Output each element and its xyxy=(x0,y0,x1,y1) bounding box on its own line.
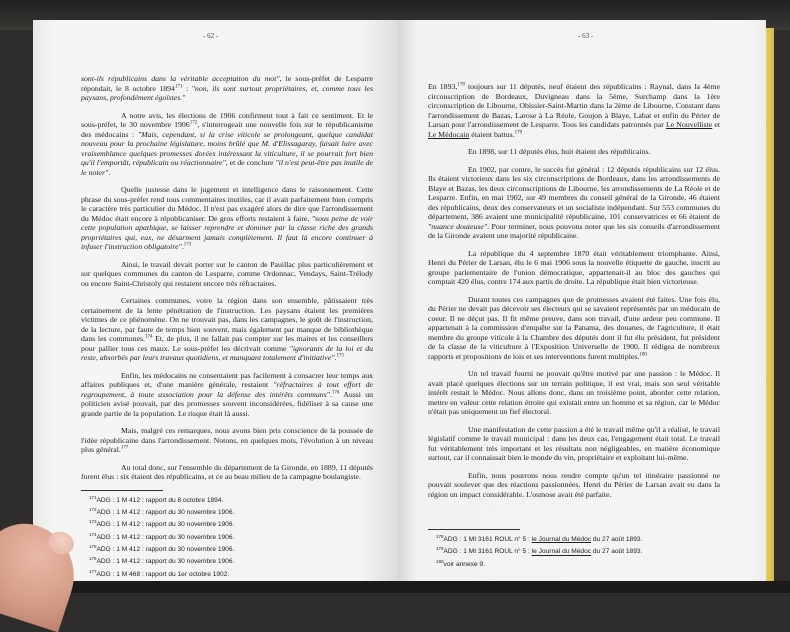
paragraph xyxy=(81,260,373,289)
footnote xyxy=(81,554,373,566)
footnote xyxy=(81,530,373,542)
text-segment: Au total donc, sur l'ensemble du département de la Gironde, en 1889, 11 députés furent élus : six étaient des républicains, et ce au beau milieu de la campagne boulangiste. xyxy=(81,462,373,481)
footnote-text: du 27 août 1893. xyxy=(591,536,643,544)
text-segment: . xyxy=(329,389,332,399)
text-segment: "il n'est peut-être pas inutile de le noter" xyxy=(81,158,374,177)
footnote-ref: 178 xyxy=(457,82,465,88)
footnote xyxy=(81,542,373,554)
text-segment: étaient battus. xyxy=(469,129,515,139)
text-segment: sont-ils républicains dans la véritable acceptation du mot" xyxy=(81,74,280,83)
text-segment: et xyxy=(712,120,721,129)
text-segment: . xyxy=(108,167,111,177)
paragraph xyxy=(81,111,373,178)
footnote-number: 173 xyxy=(89,519,97,525)
text-segment: La république du 4 septembre 1870 était véritablement triomphante. Ainsi, Henri du Périer de Larsan, élu le 6 mai 1906 sous la nouvelle étiquette de gauche, inscrit au groupe parlementaire de l'union démocratique, appartenait-il au bloc des gauches qui comptait 420 élus, contre 174 aux partis de droite. La république était bien victorieuse. xyxy=(428,248,720,286)
footnote-number: 179 xyxy=(436,546,444,552)
paragraph xyxy=(81,426,373,455)
footnote-text: ADG : 1 MI 3161 ROUL n° 5 : xyxy=(443,548,532,556)
text-segment: "sous peine de voir cette population apathique, se laisser reprendre et dominer par la classe riche des grands propriétaires qui, eux, ne désarment jamais complètement. Il faut là encore continuer à infuser l'instruction obligatoire" xyxy=(81,213,373,251)
text-segment: Certaines communes, voire la région dans son ensemble, pâtissaient très certainement de la lente pénétration de l'instruction. Les paysans étaient les premières victimes de ce phénomène. On ne trouvait pas, dans les campagnes, le goût de l'instruction, de la lecture, par faute de temps bien souvent, mais également par manque de bibliothèque dans les communes. xyxy=(81,296,373,343)
text-segment: . xyxy=(181,242,184,251)
background-bottom xyxy=(0,581,790,593)
left-page xyxy=(33,20,398,590)
footnote-ref: 175 xyxy=(336,353,344,359)
footnote-ref: 177 xyxy=(120,445,129,451)
text-segment: "non, ils sont surtout propriétaires, et, comme tous les paysans, profondément égoïstes." xyxy=(81,83,373,102)
paragraph xyxy=(428,147,720,157)
text-segment: En 1902, par contre, le succès fut général : 12 députés républicains sur 12 élus. Ils étaient victorieux dans les six circonscriptions de Bordeaux, dans les arrondissements de Blaye et Bazas, les deux circonscriptions de Libourne, les arrondissements de La Réole et de Lesparre. Enfin, en mai 1902, sur 49 membres du conseil général de la Gironde, 46 étaient des républicains, deux des conservateurs et un socialiste indépendant. Sur 553 communes du département, 386 avaient une municipalité républicaine, 101 conservatrices et 66 étaient de xyxy=(428,164,720,221)
footnote xyxy=(81,567,373,579)
footnote-text: du 27 août 1893. xyxy=(591,548,643,556)
footnote-source: le Journal du Médoc xyxy=(531,536,592,544)
footnote-number: 176 xyxy=(89,556,97,562)
footnote-text: voir annexe 9. xyxy=(443,560,485,568)
right-page xyxy=(398,20,766,590)
footnote-ref: 173 xyxy=(183,242,192,248)
footnote-ref: 180 xyxy=(639,351,647,357)
paragraph xyxy=(428,165,720,241)
text-segment: Mais, malgré ces remarques, nous avons bien pris conscience de la poussée de l'idée républicaine dans l'arrondissement. Notons, en quelques mots, l'évolution à un niveau plus général. xyxy=(81,426,373,454)
paragraph xyxy=(81,463,373,482)
footnote xyxy=(81,493,373,505)
page-number: - 62 - xyxy=(203,32,219,40)
footnote-text: ADG : 1 M 412 : rapport du 30 novembre 1906. xyxy=(96,533,235,541)
footnote-text: ADG : 1 M 412 : rapport du 30 novembre 1906. xyxy=(96,546,235,554)
footnote xyxy=(81,517,373,529)
text-segment: Enfin, les médocains ne consentaient pas facilement à consacrer leur temps aux affaires publiques et, d'une manière générale, restaient xyxy=(81,370,373,389)
paragraph xyxy=(428,82,720,139)
text-segment: Aussi un politicien avisé pouvait, par des promesses souvent inconsidérées, fidéliser à sa cause une grande partie de la population. Le risque était là aussi. xyxy=(81,389,373,418)
text-segment: Quelle justesse dans le jugement et intelligence dans le raisonnement. Cette phrase du sous-préfet rend tous commentaires inutiles, car il avait parfaitement bien compris le caractère très particulier du Médoc. Il n'est pas exagéré alors de dire que l'arrondissement du Médoc était encore à républicaniser. De gros efforts restaient à faire, xyxy=(81,185,373,223)
footnote xyxy=(428,557,720,569)
text-segment: , le sous-préfet de Lesparre répondait, le 8 octobre 1894 xyxy=(81,74,373,93)
newspaper-title: Le Nouvelliste xyxy=(665,120,713,129)
footnote-rule xyxy=(81,490,163,491)
footnote xyxy=(428,544,720,556)
text-segment: Ainsi, le travail devait porter sur le canton de Pauillac plus particulièrement et sur quelques communes du canton de Lesparre, comme Ordonnac, Vendays, Saint-Trélody ou encore Saint-Christoly qui restaient encore très réfractaires. xyxy=(81,259,373,288)
text-column xyxy=(428,82,720,569)
paragraph xyxy=(81,185,373,252)
text-segment: "réfractaires à tout effort de regroupement, à toute association pour la défense des intérêts communs" xyxy=(81,380,374,399)
text-segment: , s'interrogeait une nouvelle fois sur le républicanisme des médocains : xyxy=(81,120,373,139)
footnote-number: 174 xyxy=(89,531,97,537)
footnote-number: 178 xyxy=(436,534,444,539)
footnote-number: 180 xyxy=(436,558,444,564)
footnote-text: ADG : 1 MI 3161 ROUL n° 5 : xyxy=(443,536,532,544)
paragraph xyxy=(428,471,720,500)
text-segment: En 1898, sur 11 députés élus, huit étaient des républicains. xyxy=(468,147,651,156)
footnote-number: 172 xyxy=(89,506,97,512)
footnote-text: ADG : 1 M 412 : rapport du 8 octobre 1894. xyxy=(96,496,224,504)
footnote-ref: 179 xyxy=(514,129,523,135)
paragraph xyxy=(428,295,720,362)
text-segment: A notre avis, les élections de 1906 confirment tout à fait ce sentiment. Et le sous-préfet, le 30 novembre 1906 xyxy=(81,110,373,129)
text-segment: Une manifestation de cette passion a été le travail même qu'il a réalisé, le travail législatif comme le travail municipal : dans les deux cas, l'engagement était total. Le travail fut véritablement très important et les résultats non négligeables, en matière économique surtout, car il connaissait bien le monde du vin, propriétaire et exploitant lui-même. xyxy=(428,424,720,462)
footnote-ref: 176 xyxy=(331,389,340,395)
text-segment: , et de conclure xyxy=(225,158,276,167)
footnote-text: ADG : 1 M 468 : rapport du 1er octobre 1902. xyxy=(96,571,230,579)
text-segment: Durant toutes ces campagnes que de promesses avaient été faites. Une fois élu, du Périer ne devait pas décevoir ses électeurs qui se savaient représentés par un médocain de coeur. Il ne déçut pas. Il fit même preuve, dans son travail, d'une ardeur peu commune. Il appartenait à la commission d'enquête sur la Panama, des douanes, de l'agriculture, il était membre du groupe viticole à la Chambre des députés dont il fut élu président, fut président de la classe de la viticulture à l'Exposition Universelle de 1900. Il rédigea de nombreux rapports et propositions de lois et ses interventions furent multiples. xyxy=(428,294,720,361)
footnote-number: 177 xyxy=(89,568,97,574)
text-segment: "ignorants de la loi et du reste, absorbés par leurs travaux quotidiens, et manquant totalement d'initiative" xyxy=(81,343,373,362)
text-column xyxy=(81,74,373,579)
text-segment: Un tel travail fourni ne pouvait qu'être motivé par une passion : le Médoc. Il avait placé quelques élections sur un terrain politique, il est vrai, mais son seul véritable intérêt restait le Médoc. Nous allons donc, dans un troisième point, aborder cette relation, mettre en valeur cette relation étroite qui existait entre un homme et sa région, car le Médoc n'était pas uniquement un fief électoral. xyxy=(428,369,720,416)
page-number: - 63 - xyxy=(578,32,594,40)
text-segment: . Pour terminer, nous pouvons noter que les six conseils d'arrondissement de la Gironde avaient une majorité républicaine. xyxy=(428,221,720,240)
footnote xyxy=(428,532,720,544)
paragraph xyxy=(81,296,373,363)
paragraph xyxy=(428,249,720,287)
paragraph xyxy=(81,371,373,419)
paragraph xyxy=(428,425,720,463)
footnote-text: ADG : 1 M 412 : rapport du 30 novembre 1906. xyxy=(96,509,235,517)
footnote-text: ADG : 1 M 412 : rapport du 30 novembre 1906. xyxy=(96,558,235,566)
footnote-text: ADG : 1 M 412 : rapport du 30 novembre 1906. xyxy=(96,521,235,529)
text-segment: Et, de plus, il ne fallait pas compter sur les maires et les conseillers pour pallier tous ces maux. Le sous-préfet les décrivait comme xyxy=(81,334,373,353)
text-segment: Enfin, nous pourrons nous rendre compte qu'un tel itinéraire passionné ne pouvait soulever que des réactions passionnées. Henri du Périer de Larsan avait eu dans la région un impact considérable. L'osmose avait été parfaite. xyxy=(428,470,720,499)
footnote-ref: 171 xyxy=(174,83,183,89)
footnote-ref: 174 xyxy=(144,334,153,340)
text-segment: toujours sur 11 députés, neuf étaient des républicains : Raynal, dans la 4ème circonscription de Bordeaux, Duvigneau dans la 5ème, Surchamp dans la 1ère circonscription de Libourne, Obissier-Saint-Martin dans la 2ème de Libourne, Constant dans l'arrondissement de Bazas, Larose à La Réole, Goujon à Blaye, Labat et enfin du Périer de Larsan pour l'arrondissement de Lesparre. Tous les candidats patronnés par xyxy=(428,82,720,129)
footnote-number: 171 xyxy=(89,494,97,500)
footnote-ref: 172 xyxy=(189,120,198,126)
text-segment: "nuance douteuse" xyxy=(428,221,488,231)
newspaper-title: Le Médocain xyxy=(428,129,470,139)
footnote xyxy=(81,505,373,517)
footnote-number: 175 xyxy=(89,544,97,550)
text-segment: : xyxy=(182,83,192,93)
text-segment: . xyxy=(334,353,337,362)
footnote-source: le Journal du Médoc xyxy=(531,548,592,556)
text-segment: En 1893, xyxy=(428,82,458,91)
paragraph xyxy=(428,369,720,417)
text-segment: "Mais, cependant, si la crise viticole se prolongeant, quelque candidat nouveau pour la prochaine législature, moins brûlé que M. d'Elissagaray, faisait luire avec vraisemblance quelques promesses dorées intéressant la viticulture, il se pourrait fort bien qu'il l'emportât, républicain ou réactionnaire" xyxy=(81,129,373,167)
footnote-rule xyxy=(428,529,520,530)
paragraph xyxy=(81,74,373,103)
